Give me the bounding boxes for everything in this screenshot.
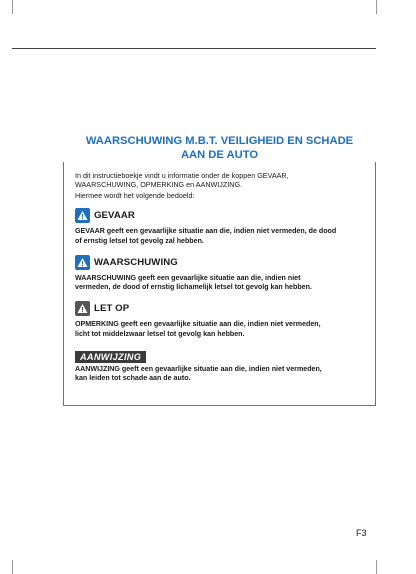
top-rule — [12, 48, 376, 49]
warning-triangle-icon — [75, 208, 90, 223]
warning-triangle-icon — [75, 255, 90, 270]
section-title-line2: AAN DE AUTO — [180, 149, 259, 161]
description-line: GEVAAR geeft een gevaarlijke situatie aan die, indien niet vermeden, de dood — [75, 227, 337, 236]
gevaar-heading — [75, 207, 367, 224]
let-op-label: LET OP — [94, 303, 130, 315]
description-line: kan leiden tot schade aan de auto. — [75, 374, 191, 383]
intro-text — [75, 171, 367, 190]
gevaar-label: GEVAAR — [94, 210, 135, 222]
description-line: licht tot middelzwaar letsel tot gevolg kan hebben. — [75, 329, 245, 338]
aanwijzing-heading — [75, 347, 367, 365]
crop-mark — [12, 560, 13, 574]
crop-mark — [376, 0, 377, 14]
description-line: WAARSCHUWING geeft een gevaarlijke situatie aan die, indien niet — [75, 273, 301, 282]
let-op-heading — [75, 300, 367, 317]
description-line: of ernstig letsel tot gevolg zal hebben. — [75, 236, 204, 245]
crop-mark — [12, 0, 13, 14]
description-line: AANWIJZING geeft een gevaarlijke situatie aan die, indien niet vermeden, — [75, 365, 322, 373]
section-title-line1: WAARSCHUWING M.B.T. VEILIGHEID EN SCHADE — [85, 135, 354, 147]
warning-triangle-icon — [75, 301, 90, 316]
crop-mark — [376, 560, 377, 574]
aanwijzing-label: AANWIJZING — [75, 351, 146, 363]
description-line: vermeden, de dood of ernstig lichamelijk letsel tot gevolg kan hebben. — [75, 283, 312, 292]
aanwijzing-description — [75, 365, 367, 384]
intro-line: WAARSCHUWING, OPMERKING en AANWIJZING. — [75, 180, 243, 190]
gevaar-description — [75, 227, 367, 246]
waarschuwing-label: WAARSCHUWING — [94, 256, 178, 268]
page-number: F3 — [356, 528, 367, 538]
description-line: OPMERKING geeft een gevaarlijke situatie aan die, indien niet vermeden, — [75, 320, 321, 329]
intro-line: In dit instructieboekje vindt u informatie onder de koppen GEVAAR, — [75, 171, 289, 180]
waarschuwing-description — [75, 274, 367, 293]
waarschuwing-heading — [75, 254, 367, 271]
let-op-description — [75, 320, 367, 339]
intro-followup: Hiermee wordt het volgende bedoeld: — [75, 190, 195, 200]
section-title — [63, 134, 376, 162]
info-content — [75, 171, 367, 392]
